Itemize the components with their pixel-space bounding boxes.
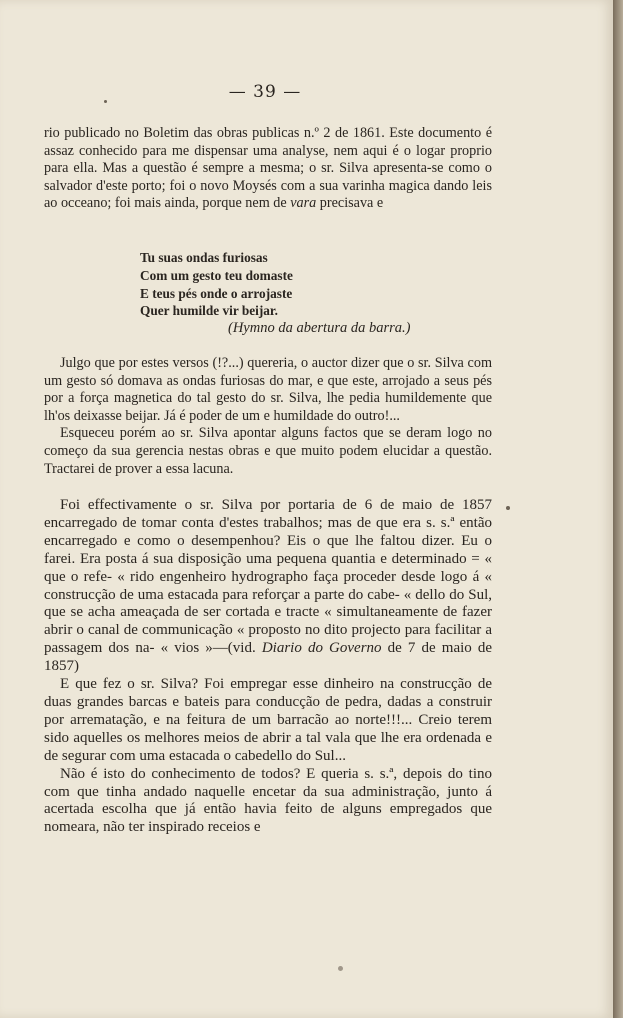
paragraph: Esqueceu porém ao sr. Silva apontar alguns factos que se deram logo no começo da sua gerencia nestas obras e que muito podem elucidar a questão. Tractarei de prover a essa lacuna. bbox=[44, 425, 492, 477]
page-edge bbox=[613, 0, 623, 1018]
paragraph: Julgo que por estes versos (!?...) quereria, o auctor dizer que o sr. Silva com um gesto só domava as ondas furiosas do mar, e que este, arrojado a seus pés por a força magnetica do tal gesto do sr. Silva, lhe pedia humildemente que lh'os deixasse beijar. Já é poder de um e humildade do outro!... bbox=[44, 355, 492, 424]
ink-speck bbox=[338, 966, 343, 971]
page-number: — 39 — bbox=[228, 82, 302, 102]
intro-text: rio publicado no Boletim das obras publicas n.º 2 de 1861. Este documento é assaz conhecido para me dispensar uma analyse, nem aqui é o logar proprio para ella. Mas a questão é sempre a mesma; o sr. Silva apresenta-se como o salvador d'este porto; foi o novo Moysés com a sua varinha magica dando leis ao occeano; foi mais ainda, porque nem de bbox=[44, 125, 492, 212]
poem-line: Com um gesto teu domaste bbox=[140, 267, 293, 283]
intro-after: precisava e bbox=[319, 195, 384, 212]
paragraph-portaria bbox=[44, 497, 492, 676]
poem-quote bbox=[140, 249, 460, 338]
portaria-text: Foi effectivamente o sr. Silva por portaria de 6 de maio de 1857 encarregado de tomar conta d'estes trabalhos; mas de que era s. s.ª então encarregado e como o desempenhou? Eis o que lhe faltou dizer. Eu o farei. Era posta á sua disposição uma pequena quantia e determinado = « que o refe- « rido engenheiro hydrographo faça proceder desde logo á « construcção de uma estacada para reforçar a parte do cabe- « dello do Sul, que se acha ameaçada de ser cortada e tracte « simultaneamente de fazer abrir o canal de communicação « proposto no dito projecto para facilitar a passagem dos na- « vios »—(vid. bbox=[44, 497, 492, 657]
portaria-italic: Diario do Governo bbox=[261, 640, 382, 657]
intro-italic-word: vara bbox=[290, 195, 317, 212]
poem-attribution: (Hymno da abertura da barra.) bbox=[228, 320, 411, 337]
poem-line: Tu suas ondas furiosas bbox=[140, 250, 268, 265]
closing-paragraphs bbox=[44, 497, 492, 837]
portaria-after: de 7 de maio de 1857) bbox=[44, 640, 493, 675]
ink-speck bbox=[506, 506, 510, 510]
paragraph: E que fez o sr. Silva? Foi empregar esse dinheiro na construcção de duas grandes barcas e bateis para conducção de pedra, dadas a construir por arrematação, e na feitura de um barracão ao norte!!!... Creio terem sido aquelles os melhores meios de abrir a tal vala que lhe era ordenada e de segurar com uma estacada o cabedello do Sul... bbox=[44, 676, 492, 764]
poem-line: E teus pés onde o arrojaste bbox=[140, 285, 293, 301]
intro-paragraph bbox=[44, 125, 492, 213]
middle-paragraphs bbox=[44, 355, 492, 478]
paragraph: Não é isto do conhecimento de todos? E queria s. s.ª, depois do tino com que tinha andado naquelle encetar da sua administração, junto á acertada escolha que já então havia feito de alguns empregados que nomeara, não ter inspirado receios e bbox=[44, 765, 492, 836]
ink-speck bbox=[104, 100, 107, 103]
poem-line: Quer humilde vir beijar. bbox=[140, 303, 278, 319]
